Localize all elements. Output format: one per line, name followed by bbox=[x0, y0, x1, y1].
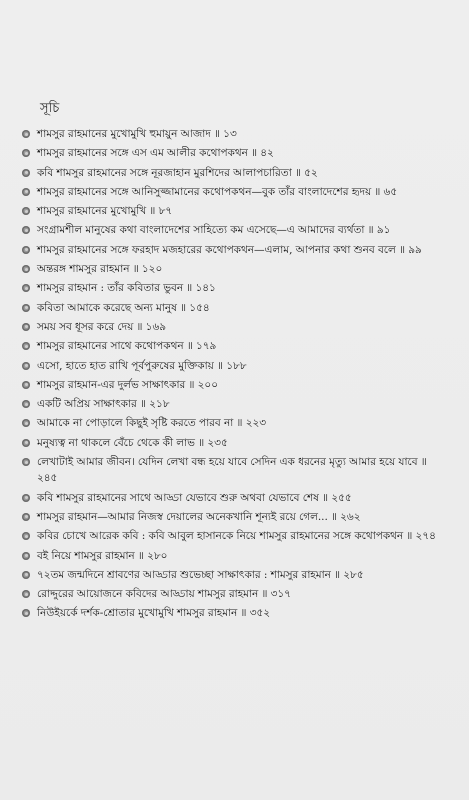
bullet-icon bbox=[22, 494, 30, 502]
bullet-icon bbox=[22, 265, 30, 273]
toc-entry-text: শামসুর রাহমানের মুখোমুখি ॥ ৮৭ bbox=[37, 205, 173, 218]
toc-entry bbox=[19, 242, 449, 258]
bullet-icon bbox=[22, 149, 30, 157]
bullet-icon bbox=[22, 458, 30, 466]
toc-entry bbox=[19, 184, 449, 200]
toc-entry bbox=[19, 358, 449, 374]
toc-entry bbox=[19, 165, 449, 181]
toc-entry bbox=[19, 203, 449, 219]
toc-entry bbox=[19, 222, 449, 238]
bullet-icon bbox=[22, 552, 30, 560]
toc-entry-text: রোদ্দুরের আয়োজনে কবিদের আড্ডায় শামসুর রাহমান ॥ ৩১৭ bbox=[37, 588, 291, 601]
toc-entry bbox=[19, 528, 449, 544]
bullet-icon bbox=[22, 439, 30, 447]
toc-entry-text: শামসুর রাহমানের সঙ্গে আনিসুজ্জামানের কথোপকথন—বুক তাঁর বাংলাদেশের হৃদয় ॥ ৬৫ bbox=[37, 185, 398, 198]
bullet-icon bbox=[22, 571, 30, 579]
bullet-icon bbox=[22, 130, 30, 138]
toc-entry-text: শামসুর রাহমানের মুখোমুখি হুমায়ুন আজাদ ॥ ১৩ bbox=[37, 128, 237, 140]
bullet-icon bbox=[22, 284, 30, 292]
toc-entry bbox=[19, 567, 449, 583]
bullet-icon bbox=[22, 513, 30, 521]
toc-entry bbox=[19, 435, 449, 451]
toc-entry-text: কবি শামসুর রাহমানের সঙ্গে নূরজাহান মুরশিদের আলাপচারিতা ॥ ৫২ bbox=[37, 166, 318, 179]
toc-entry-text: কবি শামসুর রাহমানের সাথে আড্ডা যেভাবে শুরু অথবা যেভাবে শেষ ॥ ২৫৫ bbox=[37, 491, 352, 504]
toc-entry-text: সময় সব ধূসর করে দেয় ॥ ১৬৯ bbox=[37, 320, 167, 333]
toc-entry bbox=[19, 319, 449, 335]
bullet-icon bbox=[22, 609, 30, 617]
toc-entry-text: মনুষ্যত্ব না থাকলে বেঁচে থেকে কী লাভ ॥ ২৩৫ bbox=[37, 436, 228, 449]
toc-entry-text: আমাকে না পোড়ালে কিছুই সৃষ্টি করতে পারব না ॥ ২২৩ bbox=[37, 417, 267, 430]
bullet-icon bbox=[22, 532, 30, 540]
toc-entry-text: শামসুর রাহমান-এর দুর্লভ সাক্ষাৎকার ॥ ২০০ bbox=[37, 378, 219, 391]
toc-entry-text: লেখাটাই আমার জীবন। যেদিন লেখা বন্ধ হয়ে যাবে সেদিন এক ধরনের মৃত্যু আমার হয়ে যাবে ॥ ২৪৫ bbox=[37, 456, 427, 485]
toc-entry bbox=[19, 490, 449, 506]
toc-entry-text: এসো, হাতে হাত রাখি পূর্বপুরুষের মুক্তিকায় ॥ ১৮৮ bbox=[37, 359, 247, 372]
bullet-icon bbox=[22, 246, 30, 254]
bullet-icon bbox=[22, 169, 30, 177]
toc-entry-text: শামসুর রাহমানের সঙ্গে ফরহাদ মজহারের কথোপকথন—এলাম, আপনার কথা শুনব বলে ॥ ৯৯ bbox=[37, 243, 422, 256]
bullet-icon bbox=[22, 590, 30, 598]
toc-entry bbox=[19, 454, 449, 487]
toc-entry bbox=[19, 548, 449, 564]
bullet-icon bbox=[22, 419, 30, 427]
toc-entry bbox=[19, 261, 449, 277]
toc-entry-text: শামসুর রাহমানের সঙ্গে এস এম আলীর কথোপকথন ॥ ৪২ bbox=[37, 147, 274, 160]
bullet-icon bbox=[22, 226, 30, 234]
toc-entry bbox=[19, 338, 449, 354]
toc-entry-text: বই নিয়ে শামসুর রাহমান ॥ ২৮০ bbox=[37, 549, 168, 562]
toc-entry-text: শামসুর রাহমান—আমার নিজস্ব দেয়ালের অনেকখানি শূন্যই রয়ে গেল... ॥ ২৬২ bbox=[37, 510, 361, 523]
toc-entry-text: কবির চোখে আরেক কবি : কবি আবুল হাসানকে নিয়ে শামসুর রাহমানের সঙ্গে কথোপকথন ॥ ২৭৪ bbox=[37, 530, 436, 543]
toc-entry bbox=[19, 605, 449, 621]
bullet-icon bbox=[22, 207, 30, 215]
toc-entry bbox=[19, 396, 449, 412]
toc-entry bbox=[19, 586, 449, 602]
toc-entry bbox=[19, 377, 449, 393]
toc-list bbox=[19, 126, 449, 625]
toc-entry-text: একটি অপ্রিয় সাক্ষাৎকার ॥ ২১৮ bbox=[37, 398, 170, 411]
toc-entry-text: ৭২তম জন্মদিনে শ্রাবণের আড্ডার শুভেচ্ছা সাক্ষাৎকার : শামসুর রাহমান ॥ ২৮৫ bbox=[37, 568, 364, 581]
toc-entry bbox=[19, 415, 449, 431]
bullet-icon bbox=[22, 304, 30, 312]
bullet-icon bbox=[22, 323, 30, 331]
toc-entry bbox=[19, 280, 449, 296]
bullet-icon bbox=[22, 381, 30, 389]
toc-entry-text: নিউইয়র্কে দর্শক-শ্রোতার মুখোমুখি শামসুর রাহমান ॥ ৩৫২ bbox=[37, 607, 271, 620]
bullet-icon bbox=[22, 362, 30, 370]
toc-entry bbox=[19, 509, 449, 525]
toc-entry-text: শামসুর রাহমানের সাথে কথোপকথন ॥ ১৭৯ bbox=[37, 340, 217, 353]
toc-entry-text: অন্তরঙ্গ শামসুর রাহমান ॥ ১২০ bbox=[37, 263, 163, 276]
bullet-icon bbox=[22, 188, 30, 196]
toc-entry-text: শামসুর রাহমান : তাঁর কবিতার ভুবন ॥ ১৪১ bbox=[37, 282, 216, 295]
toc-entry bbox=[19, 300, 449, 316]
toc-heading: সূচি bbox=[40, 101, 60, 116]
toc-entry bbox=[19, 126, 449, 142]
toc-entry bbox=[19, 145, 449, 161]
toc-entry-text: সংগ্রামশীল মানুষের কথা বাংলাদেশের সাহিত্যে কম এসেছে—এ আমাদের ব্যর্থতা ॥ ৯১ bbox=[37, 224, 391, 237]
bullet-icon bbox=[22, 400, 30, 408]
bullet-icon bbox=[22, 342, 30, 350]
toc-entry-text: কবিতা আমাকে করেছে অন্য মানুষ ॥ ১৫৪ bbox=[37, 301, 210, 314]
